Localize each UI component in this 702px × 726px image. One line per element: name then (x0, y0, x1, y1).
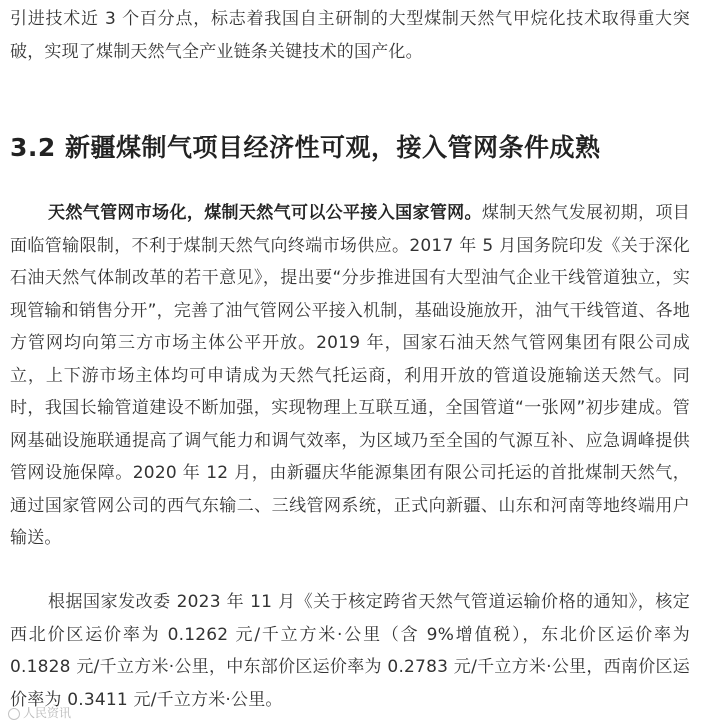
market-paragraph-lead: 天然气管网市场化，煤制天然气可以公平接入国家管网。 (48, 203, 482, 223)
watermark (8, 704, 71, 721)
circle-logo-icon (8, 708, 20, 720)
watermark-text: 人民资讯 (23, 706, 72, 720)
price-paragraph: 根据国家发改委 2023 年 11 月《关于核定跨省天然气管道运输价格的通知》，核定西北价区运价率为 0.1262 元/千立方米·公里（含 9%增值税），东北价区运价率为 0.1828 元/千立方米·公里，中东部价区运价率为 0.2783 元/千立方米·公里，西南价区运价率为 0.3411 元/千立方米·公里。 (10, 592, 690, 710)
market-paragraph-body: 煤制天然气发展初期，项目面临管输限制，不利于煤制天然气向终端市场供应。2017 年 5 月国务院印发《关于深化石油天然气体制改革的若干意见》，提出要“分步推进国有大型油气企业干线管道独立，实现管输和销售分开”，完善了油气管网公平接入机制，基础设施放开，油气干线管道、各地方管网均向第三方市场主体公平开放。2019 年，国家石油天然气管网集团有限公司成立，上下游市场主体均可申请成为天然气托运商，利用开放的管道设施输送天然气。同时，我国长输管道建设不断加强，实现物理上互联互通，全国管道“一张网”初步建成。管网基础设施联通提高了调气能力和调气效率，为区域乃至全国的气源互补、应急调峰提供管网设施保障。2020 年 12 月，由新疆庆华能源集团有限公司托运的首批煤制天然气，通过国家管网公司的西气东输二、三线管网系统，正式向新疆、山东和河南等地终端用户输送。 (10, 203, 690, 548)
section-heading: 3.2 新疆煤制气项目经济性可观，接入管网条件成熟 (10, 133, 601, 162)
market-paragraph (10, 197, 690, 555)
intro-paragraph: 引进技术近 3 个百分点，标志着我国自主研制的大型煤制天然气甲烷化技术取得重大突破，实现了煤制天然气全产业链条关键技术的国产化。 (10, 9, 690, 62)
